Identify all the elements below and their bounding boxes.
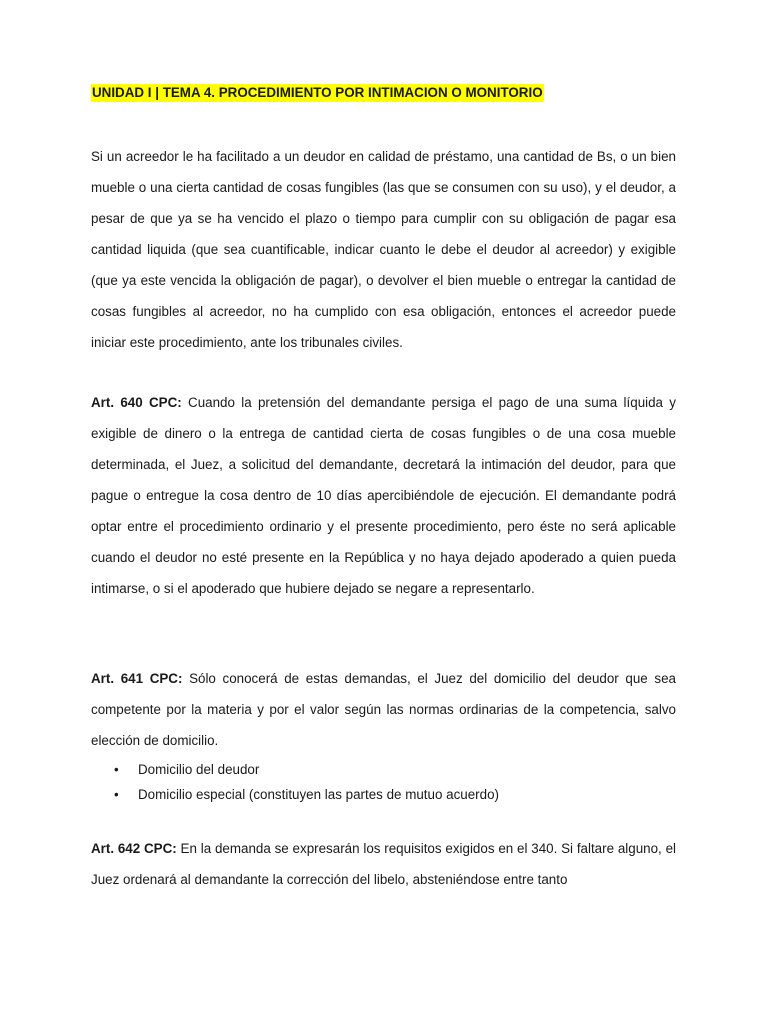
- list-item: [91, 782, 499, 807]
- art-640-text: Cuando la pretensión del demandante persiga el pago de una suma líquida y exigible de dinero o la entrega de cantidad cierta de cosas fungibles o de una cosa mueble determinada, el Juez, a solicitud del demandante, decretará la intimación del deudor, para que pague o entregue la cosa dentro de 10 días apercibiéndole de ejecución. El demandante podrá optar entre el procedimiento ordinario y el presente procedimiento, pero éste no será aplicable cuando el deudor no esté presente en la República y no haya dejado apoderado a quien pueda intimarse, o si el apoderado que hubiere dejado se negare a representarlo.: [91, 395, 676, 596]
- art-640-paragraph: [91, 387, 676, 604]
- art-642-label: Art. 642 CPC:: [91, 841, 177, 856]
- art-641-label: Art. 641 CPC:: [91, 671, 183, 686]
- art-640-label: Art. 640 CPC:: [91, 395, 182, 410]
- section-heading: UNIDAD I | TEMA 4. PROCEDIMIENTO POR INTIMACION O MONITORIO: [92, 85, 543, 100]
- list-item: [91, 757, 499, 782]
- domicile-bullet-list: [91, 757, 499, 807]
- bullet-icon: •: [114, 787, 119, 802]
- art-641-text: Sólo conocerá de estas demandas, el Juez del domicilio del deudor que sea competente por la materia y por el valor según las normas ordinarias de la competencia, salvo elección de domicilio.: [91, 671, 676, 748]
- art-642-text: En la demanda se expresarán los requisitos exigidos en el 340. Si faltare alguno, el Juez ordenará al demandante la corrección del libelo, absteniéndose entre tanto: [91, 841, 676, 887]
- intro-paragraph: Si un acreedor le ha facilitado a un deudor en calidad de préstamo, una cantidad de Bs, o un bien mueble o una cierta cantidad de cosas fungibles (las que se consumen con su uso), y el deudor, a pesar de que ya se ha vencido el plazo o tiempo para cumplir con su obligación de pagar esa cantidad liquida (que sea cuantificable, indicar cuanto le debe el deudor al acreedor) y exigible (que ya este vencida la obligación de pagar), o devolver el bien mueble o entregar la cantidad de cosas fungibles al acreedor, no ha cumplido con esa obligación, entonces el acreedor puede iniciar este procedimiento, ante los tribunales civiles.: [91, 149, 676, 350]
- art-642-paragraph: [91, 833, 676, 895]
- list-item-text: Domicilio especial (constituyen las partes de mutuo acuerdo): [138, 787, 499, 802]
- art-641-paragraph: [91, 663, 676, 756]
- bullet-icon: •: [114, 762, 119, 777]
- list-item-text: Domicilio del deudor: [138, 762, 260, 777]
